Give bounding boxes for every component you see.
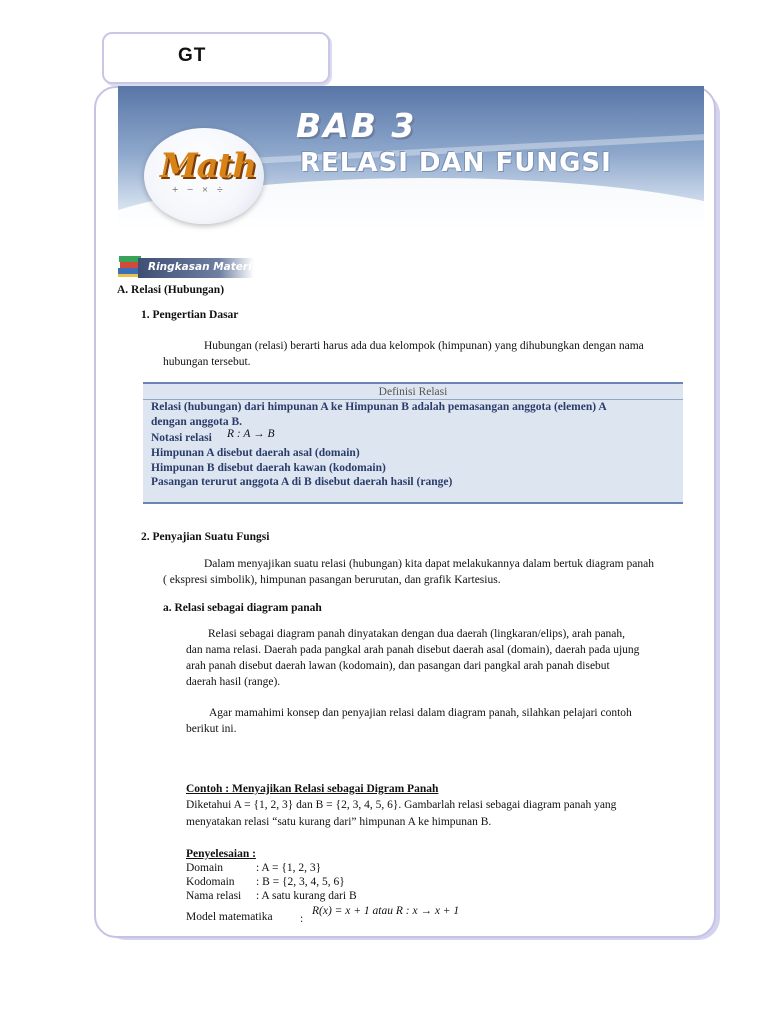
definition-line4: Himpunan A disebut daerah asal (domain) <box>151 447 360 459</box>
definition-line6: Pasangan terurut anggota A di B disebut daerah hasil (range) <box>151 476 453 488</box>
sub1-paragraph-line2: hubungan tersebut. <box>163 356 251 368</box>
math-logo-symbols: + − × ÷ <box>172 184 226 196</box>
contoh-line1: Diketahui A = {1, 2, 3} dan B = {2, 3, 4, 5, 6}. Gambarlah relasi sebagai diagram panah yang <box>186 799 617 811</box>
sub-a-para1-line2: dan nama relasi. Daerah pada pangkal arah panah disebut daerah asal (domain), daerah pada ujung <box>186 644 640 656</box>
chapter-number: BAB 3 <box>296 106 417 145</box>
penyelesaian-heading: Penyelesaian : <box>186 848 256 860</box>
nama-relasi-label: Nama relasi <box>186 890 242 902</box>
domain-value: : A = {1, 2, 3} <box>256 862 322 874</box>
ringkasan-materi-tag <box>116 250 254 280</box>
chapter-title: RELASI DAN FUNGSI <box>300 148 612 178</box>
model-formula: R(x) = x + 1 atau R : x → x + 1 <box>312 905 460 917</box>
domain-label: Domain <box>186 862 224 874</box>
sub-a-para1-line4: daerah hasil (range). <box>186 676 281 688</box>
definition-line2: dengan anggota B. <box>151 416 243 428</box>
kodomain-label: Kodomain <box>186 876 235 888</box>
nama-relasi-value: : A satu kurang dari B <box>256 890 357 902</box>
definition-line1: Relasi (hubungan) dari himpunan A ke Himpunan B adalah pemasangan anggota (elemen) A <box>151 401 607 413</box>
sub-a-para2-line2: berikut ini. <box>186 723 237 735</box>
definition-box <box>143 382 683 504</box>
sub-a-para2-line1: Agar mamahimi konsep dan penyajian relasi dalam diagram panah, silahkan pelajari contoh <box>209 707 632 719</box>
model-label: Model matematika <box>186 911 273 923</box>
sub2-paragraph-line1: Dalam menyajikan suatu relasi (hubungan) kita dapat melakukannya dalam bertuk diagram panah <box>204 558 654 570</box>
sub1-paragraph-line1: Hubungan (relasi) berarti harus ada dua kelompok (himpunan) yang dihubungkan dengan nama <box>204 340 644 352</box>
definition-notation-label: Notasi relasi <box>151 432 212 444</box>
header-label-box <box>102 32 330 84</box>
definition-notation-formula: R : A → B <box>227 428 275 440</box>
kodomain-value: : B = {2, 3, 4, 5, 6} <box>256 876 345 888</box>
ringkasan-materi-label: Ringkasan Materi <box>148 261 252 273</box>
sub-a-para1-line3: arah panah disebut daerah lawan (kodomain), dan pasangan dari pangkal arah panah disebut <box>186 660 610 672</box>
definition-line5: Himpunan B disebut daerah kawan (kodomain) <box>151 462 386 474</box>
sub2-heading: 2. Penyajian Suatu Fungsi <box>141 531 270 543</box>
sub-a-para1-line1: Relasi sebagai diagram panah dinyatakan dengan dua daerah (lingkaran/elips), arah panah, <box>208 628 626 640</box>
section-a-heading: A. Relasi (Hubungan) <box>117 284 225 296</box>
header-label: GT <box>178 45 207 66</box>
math-logo-text: Math <box>160 146 257 186</box>
contoh-heading: Contoh : Menyajikan Relasi sebagai Digram Panah <box>186 783 439 795</box>
sub2-paragraph-line2: ( ekspresi simbolik), himpunan pasangan berurutan, dan grafik Kartesius. <box>163 574 501 586</box>
model-colon: : <box>300 913 304 925</box>
contoh-line2: menyatakan relasi “satu kurang dari” himpunan A ke himpunan B. <box>186 816 492 828</box>
sub1-heading: 1. Pengertian Dasar <box>141 309 239 321</box>
sub-a-heading: a. Relasi sebagai diagram panah <box>163 602 322 614</box>
definition-title: Definisi Relasi <box>143 386 683 400</box>
